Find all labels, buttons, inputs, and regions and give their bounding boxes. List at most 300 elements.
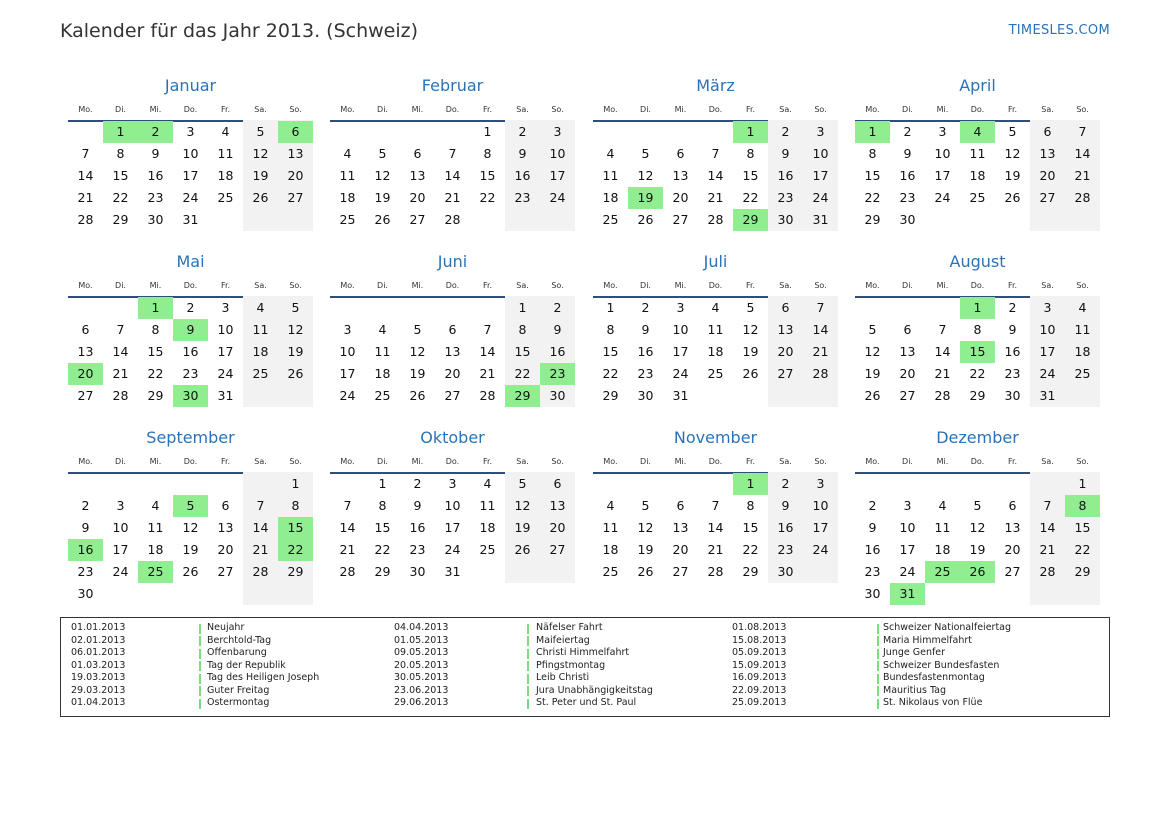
weekday-label: Mi. [936, 105, 949, 114]
day-cell: 9 [518, 146, 527, 161]
day-cell: 18 [479, 520, 496, 535]
day-cell: 28 [112, 388, 129, 403]
day-cell: 17 [444, 520, 461, 535]
legend-marker [199, 624, 201, 634]
day-cell: 12 [182, 520, 199, 535]
weekday-label: Sa. [254, 281, 267, 290]
legend-date: 01.03.2013 [71, 659, 126, 671]
day-cell: 27 [444, 388, 461, 403]
day-cell: 7 [1043, 498, 1052, 513]
day-cell: 14 [934, 344, 951, 359]
day-cell: 29 [742, 564, 759, 579]
day-cell: 11 [374, 344, 391, 359]
day-cell: 27 [287, 190, 304, 205]
legend-marker [527, 636, 529, 646]
day-cell: 7 [1078, 124, 1087, 139]
day-cell: 19 [252, 168, 269, 183]
day-cell: 26 [637, 212, 654, 227]
day-cell: 5 [378, 146, 387, 161]
day-cell: 15 [147, 344, 164, 359]
day-cell: 22 [514, 366, 531, 381]
legend-holiday-name: Jura Unabhängigkeitstag [536, 684, 653, 696]
day-cell: 13 [77, 344, 94, 359]
day-cell: 29 [374, 564, 391, 579]
day-cell: 16 [777, 168, 794, 183]
day-cell: 11 [252, 322, 269, 337]
day-cell: 10 [112, 520, 129, 535]
day-cell: 14 [1074, 146, 1091, 161]
day-cell: 22 [742, 190, 759, 205]
day-cell: 20 [549, 520, 566, 535]
day-cell: 28 [707, 564, 724, 579]
day-cell: 9 [781, 146, 790, 161]
legend-holiday-name: Junge Genfer [883, 647, 946, 658]
weekday-label: Di. [377, 105, 388, 114]
day-cell: 12 [287, 322, 304, 337]
day-cell: 23 [777, 542, 794, 557]
day-cell: 7 [343, 498, 352, 513]
day-cell: 16 [549, 344, 566, 359]
weekday-label: So. [814, 281, 827, 290]
day-cell: 27 [777, 366, 794, 381]
day-cell: 5 [641, 498, 650, 513]
day-cell: 13 [549, 498, 566, 513]
weekday-label: Mo. [340, 457, 355, 466]
day-cell: 6 [903, 322, 912, 337]
day-cell: 11 [969, 146, 986, 161]
day-cell: 16 [514, 168, 531, 183]
legend-marker [527, 674, 529, 684]
weekday-label: Do. [970, 105, 985, 114]
day-cell: 21 [934, 366, 951, 381]
day-cell: 10 [899, 520, 916, 535]
holiday-day: 9 [173, 319, 208, 341]
day-cell: 21 [479, 366, 496, 381]
day-cell: 5 [1008, 124, 1017, 139]
day-cell: 13 [444, 344, 461, 359]
day-cell: 12 [409, 344, 426, 359]
day-cell: 12 [374, 168, 391, 183]
day-cell: 4 [606, 146, 615, 161]
day-cell: 30 [147, 212, 164, 227]
holiday-day: 19 [628, 187, 663, 209]
day-cell: 15 [1074, 520, 1091, 535]
day-cell: 15 [864, 168, 881, 183]
day-cell: 14 [112, 344, 129, 359]
holiday-day: 1 [855, 121, 890, 143]
day-cell: 25 [217, 190, 234, 205]
day-cell: 20 [672, 190, 689, 205]
weekday-label: Mi. [674, 281, 687, 290]
legend-holiday-name: Tag der Republik [207, 659, 286, 671]
weekday-label: Sa. [779, 281, 792, 290]
legend-date: 09.05.2013 [394, 647, 449, 658]
month-name: September [146, 428, 235, 447]
day-cell: 26 [409, 388, 426, 403]
weekday-label: Do. [708, 281, 723, 290]
day-cell: 22 [969, 366, 986, 381]
legend-date: 23.06.2013 [394, 684, 449, 696]
day-cell: 18 [1074, 344, 1091, 359]
day-cell: 12 [637, 520, 654, 535]
day-cell: 24 [812, 542, 829, 557]
day-cell: 14 [479, 344, 496, 359]
day-cell: 20 [777, 344, 794, 359]
legend-date: 30.05.2013 [394, 672, 449, 683]
holiday-day: 16 [68, 539, 103, 561]
weekday-label: Do. [183, 105, 198, 114]
day-cell: 9 [903, 146, 912, 161]
day-cell: 10 [812, 498, 829, 513]
weekday-label: Fr. [1007, 457, 1018, 466]
day-cell: 3 [938, 124, 947, 139]
day-cell: 28 [339, 564, 356, 579]
holiday-day: 1 [960, 297, 995, 319]
legend-holiday-name: Schweizer Bundesfasten [883, 659, 1000, 671]
weekday-label: Mi. [149, 457, 162, 466]
day-cell: 28 [444, 212, 461, 227]
day-cell: 3 [221, 300, 230, 315]
day-cell: 5 [868, 322, 877, 337]
day-cell: 7 [938, 322, 947, 337]
legend-date: 20.05.2013 [394, 659, 449, 671]
day-cell: 2 [781, 124, 790, 139]
day-cell: 20 [217, 542, 234, 557]
month-name: März [696, 76, 735, 95]
day-cell: 19 [1004, 168, 1021, 183]
weekday-label: So. [1076, 457, 1089, 466]
legend-marker [527, 661, 529, 671]
day-cell: 12 [637, 168, 654, 183]
weekday-label: Mo. [865, 105, 880, 114]
legend-holiday-name: Ostermontag [207, 697, 270, 708]
holiday-day: 1 [733, 121, 768, 143]
weekday-label: Do. [970, 281, 985, 290]
weekday-label: Fr. [482, 105, 493, 114]
day-cell: 17 [672, 344, 689, 359]
brand-logo[interactable]: TIMESLES.COM [1008, 23, 1110, 38]
weekday-label: Fr. [745, 105, 756, 114]
day-cell: 24 [934, 190, 951, 205]
day-cell: 14 [1039, 520, 1056, 535]
legend-date: 06.01.2013 [71, 647, 126, 658]
day-cell: 25 [339, 212, 356, 227]
holiday-day: 26 [960, 561, 995, 583]
day-cell: 17 [812, 520, 829, 535]
day-cell: 23 [514, 190, 531, 205]
day-cell: 16 [637, 344, 654, 359]
day-cell: 27 [1039, 190, 1056, 205]
weekday-label: Sa. [1041, 457, 1054, 466]
day-cell: 30 [409, 564, 426, 579]
day-cell: 27 [549, 542, 566, 557]
weekday-label: Fr. [220, 457, 231, 466]
day-cell: 3 [186, 124, 195, 139]
day-cell: 1 [1078, 476, 1087, 491]
day-cell: 6 [81, 322, 90, 337]
day-cell: 9 [641, 322, 650, 337]
day-cell: 26 [287, 366, 304, 381]
legend-date: 15.09.2013 [732, 659, 787, 671]
page-title: Kalender für das Jahr 2013. (Schweiz) [60, 20, 419, 42]
day-cell: 7 [448, 146, 457, 161]
day-cell: 7 [711, 498, 720, 513]
day-cell: 4 [221, 124, 230, 139]
day-cell: 20 [444, 366, 461, 381]
day-cell: 20 [1004, 542, 1021, 557]
day-cell: 23 [864, 564, 881, 579]
day-cell: 12 [742, 322, 759, 337]
legend-date: 01.08.2013 [732, 622, 787, 633]
holiday-day: 15 [278, 517, 313, 539]
day-cell: 25 [602, 212, 619, 227]
weekday-label: Mi. [411, 457, 424, 466]
day-cell: 15 [742, 520, 759, 535]
holiday-day: 31 [890, 583, 925, 605]
day-cell: 13 [287, 146, 304, 161]
weekday-label: Sa. [516, 281, 529, 290]
day-cell: 2 [781, 476, 790, 491]
day-cell: 25 [602, 564, 619, 579]
day-cell: 4 [151, 498, 160, 513]
day-cell: 1 [606, 300, 615, 315]
day-cell: 11 [602, 520, 619, 535]
weekday-label: Mi. [674, 457, 687, 466]
day-cell: 14 [707, 168, 724, 183]
day-cell: 30 [77, 586, 94, 601]
weekday-label: So. [289, 281, 302, 290]
weekday-label: Fr. [1007, 281, 1018, 290]
weekday-label: Mi. [936, 281, 949, 290]
day-cell: 6 [1043, 124, 1052, 139]
day-cell: 5 [518, 476, 527, 491]
day-cell: 24 [217, 366, 234, 381]
legend-holiday-name: Maifeiertag [536, 634, 590, 646]
day-cell: 27 [409, 212, 426, 227]
day-cell: 2 [413, 476, 422, 491]
weekday-label: Sa. [779, 457, 792, 466]
day-cell: 7 [81, 146, 90, 161]
day-cell: 24 [444, 542, 461, 557]
legend-date: 01.04.2013 [71, 697, 126, 708]
weekday-label: Do. [445, 457, 460, 466]
weekday-label: So. [551, 105, 564, 114]
day-cell: 9 [81, 520, 90, 535]
legend-marker [877, 674, 879, 684]
day-cell: 9 [868, 520, 877, 535]
day-cell: 14 [707, 520, 724, 535]
day-cell: 27 [217, 564, 234, 579]
day-cell: 12 [252, 146, 269, 161]
holiday-day: 15 [960, 341, 995, 363]
day-cell: 27 [672, 212, 689, 227]
holiday-day: 20 [68, 363, 103, 385]
day-cell: 1 [291, 476, 300, 491]
day-cell: 16 [1004, 344, 1021, 359]
day-cell: 24 [339, 388, 356, 403]
holiday-day: 5 [173, 495, 208, 517]
day-cell: 26 [252, 190, 269, 205]
day-cell: 8 [483, 146, 492, 161]
day-cell: 19 [374, 190, 391, 205]
weekday-label: Mo. [340, 281, 355, 290]
day-cell: 7 [816, 300, 825, 315]
day-cell: 23 [147, 190, 164, 205]
month-name: Juni [437, 252, 468, 271]
weekday-label: Do. [445, 105, 460, 114]
day-cell: 6 [413, 146, 422, 161]
day-cell: 16 [864, 542, 881, 557]
day-cell: 16 [409, 520, 426, 535]
legend-marker [199, 661, 201, 671]
holiday-day: 1 [733, 473, 768, 495]
weekday-label: Mo. [78, 281, 93, 290]
day-cell: 4 [711, 300, 720, 315]
day-cell: 12 [969, 520, 986, 535]
day-cell: 2 [903, 124, 912, 139]
weekday-label: Mi. [411, 281, 424, 290]
day-cell: 13 [1004, 520, 1021, 535]
day-cell: 17 [182, 168, 199, 183]
day-cell: 26 [374, 212, 391, 227]
day-cell: 28 [812, 366, 829, 381]
day-cell: 17 [549, 168, 566, 183]
day-cell: 31 [1039, 388, 1056, 403]
day-cell: 7 [711, 146, 720, 161]
holiday-day: 22 [278, 539, 313, 561]
day-cell: 19 [514, 520, 531, 535]
day-cell: 19 [182, 542, 199, 557]
day-cell: 30 [777, 564, 794, 579]
holiday-day: 1 [103, 121, 138, 143]
legend-holiday-name: Berchtold-Tag [207, 634, 272, 646]
day-cell: 8 [291, 498, 300, 513]
legend-date: 22.09.2013 [732, 684, 787, 696]
weekday-label: Fr. [482, 457, 493, 466]
day-cell: 31 [672, 388, 689, 403]
legend-holiday-name: Neujahr [207, 622, 245, 633]
day-cell: 29 [602, 388, 619, 403]
day-cell: 18 [969, 168, 986, 183]
day-cell: 3 [448, 476, 457, 491]
weekday-label: Fr. [1007, 105, 1018, 114]
month-name: Dezember [936, 428, 1019, 447]
holiday-day: 4 [960, 121, 995, 143]
day-cell: 2 [1008, 300, 1017, 315]
weekday-label: Mo. [78, 457, 93, 466]
day-cell: 21 [444, 190, 461, 205]
weekday-label: So. [551, 281, 564, 290]
day-cell: 3 [116, 498, 125, 513]
weekday-label: Fr. [220, 281, 231, 290]
day-cell: 21 [77, 190, 94, 205]
day-cell: 8 [606, 322, 615, 337]
day-cell: 15 [742, 168, 759, 183]
day-cell: 2 [868, 498, 877, 513]
day-cell: 18 [339, 190, 356, 205]
day-cell: 8 [116, 146, 125, 161]
day-cell: 22 [374, 542, 391, 557]
day-cell: 8 [378, 498, 387, 513]
day-cell: 10 [1039, 322, 1056, 337]
day-cell: 19 [287, 344, 304, 359]
day-cell: 10 [934, 146, 951, 161]
weekday-label: Sa. [1041, 281, 1054, 290]
day-cell: 29 [147, 388, 164, 403]
day-cell: 4 [1078, 300, 1087, 315]
weekday-label: Fr. [220, 105, 231, 114]
day-cell: 5 [746, 300, 755, 315]
day-cell: 24 [812, 190, 829, 205]
day-cell: 11 [217, 146, 234, 161]
weekday-label: So. [814, 105, 827, 114]
day-cell: 18 [217, 168, 234, 183]
day-cell: 24 [899, 564, 916, 579]
day-cell: 3 [816, 124, 825, 139]
legend-holiday-name: Christi Himmelfahrt [536, 647, 630, 658]
legend-marker [527, 699, 529, 709]
day-cell: 19 [969, 542, 986, 557]
day-cell: 19 [742, 344, 759, 359]
day-cell: 16 [147, 168, 164, 183]
holiday-day: 1 [138, 297, 173, 319]
month-name: Oktober [420, 428, 485, 447]
day-cell: 26 [864, 388, 881, 403]
day-cell: 27 [899, 388, 916, 403]
legend-holiday-name: Tag des Heiligen Joseph [207, 672, 320, 683]
day-cell: 21 [112, 366, 129, 381]
weekday-label: Sa. [516, 457, 529, 466]
day-cell: 15 [479, 168, 496, 183]
legend-holiday-name: Maria Himmelfahrt [883, 634, 972, 646]
legend-date: 19.03.2013 [71, 672, 126, 683]
month-name: April [959, 76, 996, 95]
day-cell: 26 [182, 564, 199, 579]
day-cell: 23 [1004, 366, 1021, 381]
weekday-label: So. [551, 457, 564, 466]
legend-marker [877, 649, 879, 659]
weekday-label: Do. [708, 105, 723, 114]
month-name: November [673, 428, 758, 447]
day-cell: 3 [553, 124, 562, 139]
holiday-day: 30 [173, 385, 208, 407]
day-cell: 8 [518, 322, 527, 337]
day-cell: 22 [742, 542, 759, 557]
day-cell: 10 [182, 146, 199, 161]
legend-date: 01.01.2013 [71, 622, 126, 633]
legend-date: 04.04.2013 [394, 622, 449, 633]
day-cell: 14 [77, 168, 94, 183]
day-cell: 2 [81, 498, 90, 513]
legend-date: 29.03.2013 [71, 684, 126, 696]
day-cell: 30 [549, 388, 566, 403]
weekday-label: Mo. [865, 281, 880, 290]
day-cell: 26 [514, 542, 531, 557]
legend-marker [877, 661, 879, 671]
month-name: Mai [176, 252, 205, 271]
legend-holiday-name: Guter Freitag [207, 684, 270, 696]
day-cell: 23 [637, 366, 654, 381]
weekday-label: Mo. [865, 457, 880, 466]
day-cell: 22 [602, 366, 619, 381]
day-cell: 24 [112, 564, 129, 579]
day-cell: 3 [816, 476, 825, 491]
legend-marker [527, 649, 529, 659]
day-cell: 13 [672, 520, 689, 535]
day-cell: 11 [1074, 322, 1091, 337]
day-cell: 29 [969, 388, 986, 403]
day-cell: 6 [553, 476, 562, 491]
